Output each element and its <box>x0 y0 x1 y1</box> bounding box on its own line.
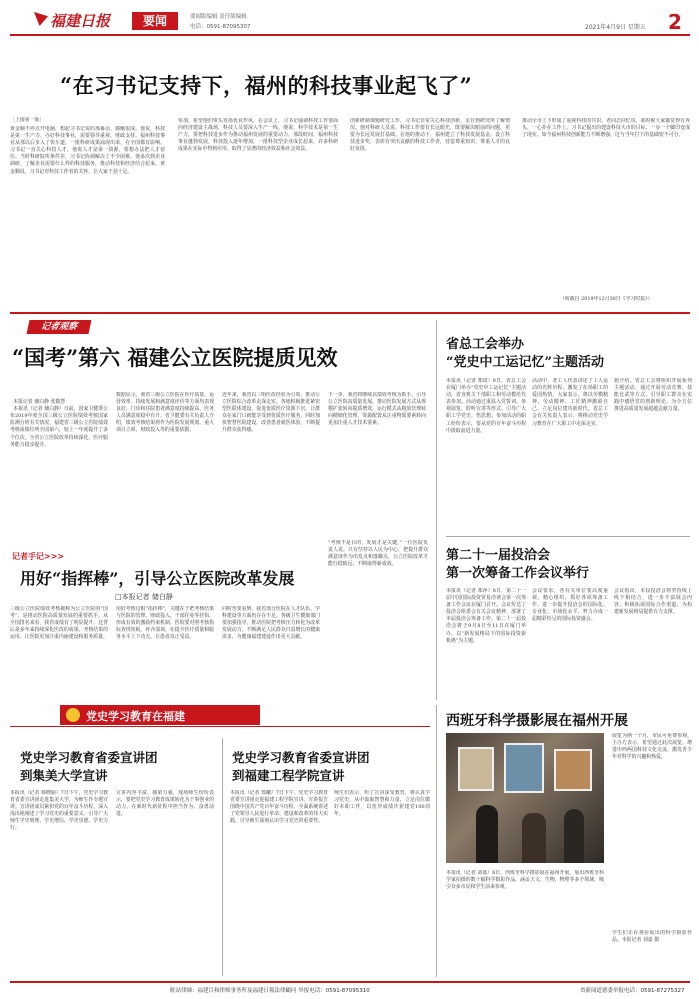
source-note: （转载自 2019年12月30日《学习时报》） <box>560 296 653 302</box>
zhihui-col-3: 同时也要看到，我省部分医院在人才队伍、学科建设等方面仍存在不足。各级卫生健康部门要加强指导，推动医院把考核压力转化为改革发展动力，不断满足人民群众日益增长的健康需求，为健康福建建设作出更大贡献。 <box>222 606 320 641</box>
xibanya-col-1: 本报讯（记者 刘嘉）8日，西班牙科学摄影展在福州开展，展出西班牙科学家拍摄的数十幅科学摄影作品，涵盖天文、生物、物理等多个领域，吸引众多市民和学生前来参观。 <box>446 870 604 891</box>
fugong-headline-line-2: 到福建工程学院宣讲 <box>232 768 345 783</box>
section-label: 要闻 <box>132 12 178 30</box>
guokao-col-2: 数据显示，我省三级公立医院在医疗质量、运营效率、持续发展和满意度评价等方面均表现良好，门诊和住院患者满意度持续提高，医务人员满意度稳中有升。省卫健委有关负责人介绍，绩效考核结果将作为医院发展规划、重大项目立项、财政投入等的重要依据。 <box>116 392 214 434</box>
newspaper-logo <box>34 10 114 32</box>
touhui-col-3: 会议指出，本届投洽会将坚持线上线下相结合，进一步丰富展会内容，积极拓展国际合作渠道，为构建新发展格局提供有力支撑。 <box>614 588 692 616</box>
jimei-headline-line-1: 党史学习教育省委宣讲团 <box>20 750 158 765</box>
top-article-headline: “在习书记支持下，福州的科技事业起飞了” <box>60 73 473 98</box>
zhihui-kicker: 记者手记>>> <box>12 551 65 561</box>
party-emblem-icon <box>66 708 80 722</box>
top-article-col-3: 创新研制课题研究工作。习书记非常关心科技创新，亲自到研究所了解情况。他对科研人员说，科技工作要有长远眼光，既要解决眼前的问题，更要为长远发展打基础。在他的推动下，福州建立了科技发展基金，设立科技进步奖，表彰有突出贡献的科技工作者，营造尊重知识、尊重人才的良好氛围。 <box>350 118 510 153</box>
footer-rule <box>10 981 690 983</box>
masthead-rule <box>10 34 690 36</box>
right-column-divider <box>436 320 437 700</box>
top-article-col-2: 参加，希望他们带头发扬优良作风。在会议上，习书记强调科技工作要面向经济建设主战场，科技人员要深入生产一线。他说，科学技术是第一生产力，要把科技进步作为推动福州发展的重要动力。那段时间，福州科技事业蓬勃发展，科技投入逐年增加，一批科技型企业成长起来，许多科研成果在实际中得到应用，取得了显著的经济效益和社会效益。 <box>178 118 338 153</box>
photo-frame-1 <box>458 747 494 791</box>
logo-mark-icon <box>34 12 48 26</box>
xibanya-divider <box>436 705 437 977</box>
zhihui-col-2: 用好考核这根“指挥棒”，关键在于把考核结果与医院的管理、财政投入、干部任免等挂钩，形成有效的激励约束机制。医院要对照考核指标查找短板，补齐弱项，在提升医疗质量和服务水平上下功夫，让患者真正受益。 <box>116 606 214 641</box>
gonghui-col-1: 本报讯（记者 郑琦）8日，省总工会在厦门举办“党史中工运记忆”主题活动，省直机关干部职工和劳动模范代表参加。活动通过重温入党誓词、参观展览、聆听宣讲等形式，引导广大职工学党史、悟思想。参加活动的职工纷纷表示，要从党的百年奋斗历程中汲取前进力量。 <box>446 378 526 434</box>
top-article-subtitle: ［上接第一版］ <box>10 117 45 123</box>
logo-text: 福建日报 <box>50 12 111 30</box>
jimei-col-2: 宣讲内容丰富、感染力强，现场师生纷纷表示，要把党史学习教育成果转化为干事创业的动力，在新时代新征程中担当作为、奋勇前进。 <box>116 790 214 818</box>
photo-visitor-1 <box>476 805 498 863</box>
touhui-headline-line-1: 第二十一届投洽会 <box>446 548 551 563</box>
footer-left: 駐站律師：福建目和律师事务所及福建日報法律顧问 举报电话：0591-87095310 <box>170 988 370 994</box>
zhihui-headline: 用好“指挥棒”，引导公立医院改革发展 <box>20 569 295 588</box>
top-article-bottom-rule <box>10 312 690 314</box>
touhui-col-1: 本报讯（记者 郑萍）8日，第二十一届中国国际投资贸易洽谈会第一次筹备工作会议在厦门召开。会议传达了投洽会组委会有关会议精神，部署了本届投洽会筹备工作。第二十一届投洽会将于9月8日至11日在厦门举办，以“新发展格局下的国际投资新机遇”为主题。 <box>446 588 526 644</box>
gonghui-col-2: 活动中，老工人代表讲述了工人运动的光辉历程，激发了在场职工的爱国热情。大家表示，将以劳模精神、劳动精神、工匠精神激励自己，立足岗位建功新时代。省总工会有关负责人表示，将推动党史学习教育在广大职工中走深走实。 <box>532 378 608 427</box>
zhihui-byline: □本报记者 储白静 <box>115 593 173 601</box>
zhihui-col-4: “考核不是目的，发展才是关键。”一位医院负责人说。只有坚持以人民为中心，把提升群众满意度作为出发点和落脚点，公立医院改革才能行稳致远，不断取得新成效。 <box>328 540 428 568</box>
party-banner-rule <box>10 726 430 727</box>
touhui-headline-line-2: 第一次筹备工作会议举行 <box>446 566 590 581</box>
jimei-col-1: 本报讯（记者 韩晓丽）7日下午，党史学习教育省委宣讲团走进集美大学，为师生作专题宣讲。宣讲团成员紧扣党的百年奋斗历程，深入浅出地阐述了学习党史的重要意义，引导广大师生学史明理、学史增信、学史崇德、学史力行。 <box>10 790 108 832</box>
xibanya-headline: 西班牙科学摄影展在福州开展 <box>446 713 628 729</box>
guokao-col-1 <box>10 392 108 522</box>
phone-info: 电话：0591-87095307 <box>190 24 251 30</box>
xibanya-photo <box>446 733 604 863</box>
guokao-headline: “国考”第六 福建公立医院提质见效 <box>12 345 338 370</box>
guokao-col-3: 近年来，我省以三明医改经验为引领，推动公立医院综合改革走深走实。各地积极推进紧密型医联体建设，促进优质医疗资源下沉，让群众在家门口就能享受到优质医疗服务。同时加快智慧医院建设，改善患者就医体验，不断提升群众获得感。 <box>222 392 320 434</box>
footer-right: 省新闻道德委举报电话：0591-87275327 <box>580 988 685 994</box>
party-banner: 党史学习教育在福建 <box>60 705 260 725</box>
touhui-top-rule <box>446 536 690 537</box>
editor-info: 要闻版编辑 责任版编辑 <box>190 14 247 20</box>
guokao-byline: 本报记者 储白静 张敬慧 <box>13 399 66 406</box>
fugong-col-2: 师生们表示，听了宣讲深受教育，将认真学习党史，从中汲取智慧和力量，立足岗位做好本职工作，以优异成绩庆祝建党100周年。 <box>334 790 430 818</box>
page-number: 2 <box>668 10 682 34</box>
photo-visitor-2 <box>522 813 546 863</box>
gonghui-headline-line-1: 省总工会举办 <box>446 337 525 352</box>
guokao-col-1-text: 本报讯（记者 储白静）日前，国家卫健委公布2019年度全国三级公立医院绩效考核国家监测分析有关情况，福建省三级公立医院绩效考核成绩位列全国第六，较上一年度提升了多个位次。全省公立医院改革持续深化，医疗服务能力稳步提升。 <box>10 406 108 448</box>
guokao-col-4: 下一步，我省将继续以绩效考核为抓手，引导公立医院高质量发展，推动医院发展方式从规模扩张转向提质增效，运行模式从粗放管理转向精细化管理，资源配置从注重物质要素转向更加注重人才技术要素。 <box>328 392 426 427</box>
jimei-headline-line-2: 到集美大学宣讲 <box>20 768 108 783</box>
top-article-col-1: 黄金顺不停点开电脑，想起习书记说的那番话，感触很深。他说，科技是第一生产力，办好科技事业，需要领导重视、财政支持。福州科技事业从那以后步入了快车道，一批科研成果涌现出来，在全国都有影响。习书记一直关心科技人才，他说人才是第一资源，要想办法把人才留住。当时科研院所条件差，习书记协调解决了不少困难。他多次到企业调研，了解企业需要什么样的科技服务，推动科技和经济结合起来。黄金顺说，习书记对科技工作者的关怀，让大家干劲十足。 <box>10 126 165 175</box>
issue-date: 2021年4月9日 星期五 <box>585 24 646 31</box>
photo-visitor-3 <box>564 809 584 863</box>
xibanya-col-2: 展览为期一个月，市民可免费参观。主办方表示，希望通过此次展览，增进中西两国科技文化交流，激发青少年对科学的兴趣和热爱。 <box>612 733 692 761</box>
photo-frame-3 <box>554 749 592 791</box>
gonghui-headline-line-2: “党史中工运记忆”主题活动 <box>446 355 604 370</box>
touhui-col-2: 会议要求，各有关单位要高度重视，精心组织，抓好各项筹备工作，进一步提升投洽会的国际化、专业化、市场化水平，努力办成一届精彩纷呈的国际投资盛会。 <box>532 588 608 623</box>
photo-frame-2 <box>504 743 544 793</box>
zhihui-col-1: 三级公立医院绩效考核被称为公立医院的“国考”，是推动医院高质量发展的重要抓手。从全国排名来看，我省成绩有了明显提升，这背后是多年来持续深化医改的成果。考核结果的运用，让医院更加注重内涵建设和服务质量。 <box>10 606 108 641</box>
party-divider <box>222 738 223 976</box>
fugong-headline-line-1: 党史学习教育省委宣讲团 <box>232 750 370 765</box>
gonghui-col-3: 据介绍，省总工会将组织开展系列主题活动，通过开展劳动竞赛、技能比武等方式，引导职工群众在实践中感悟党的创新理论，为全方位推进高质量发展超越贡献力量。 <box>614 378 692 413</box>
kanto-tag: 记者观察 <box>27 320 92 334</box>
masthead <box>0 0 699 38</box>
top-article-col-4: 推动全市上下形成了重视科技的共识。老同志回忆说，那时候大家都觉得有奔头，一心扑在工作上。习书记提出的建设科技大市的目标，一步一个脚印变成了现实。如今福州科技创新能力不断增强，这与当年打下的基础密不可分。 <box>522 118 690 139</box>
top-article <box>0 40 699 300</box>
fugong-col-1: 本报讯（记者 郑曦）7日下午，党史学习教育省委宣讲团走进福建工程学院宣讲。宣讲报告围绕中国共产党百年奋斗历程，全面系统讲述了党领导人民进行革命、建设和改革的伟大实践，引导师生深刻认识学习党史的重要性。 <box>230 790 328 825</box>
xibanya-caption: 学生们正在观看展出的科学摄影作品。本报记者 刘嘉 摄 <box>612 930 692 944</box>
